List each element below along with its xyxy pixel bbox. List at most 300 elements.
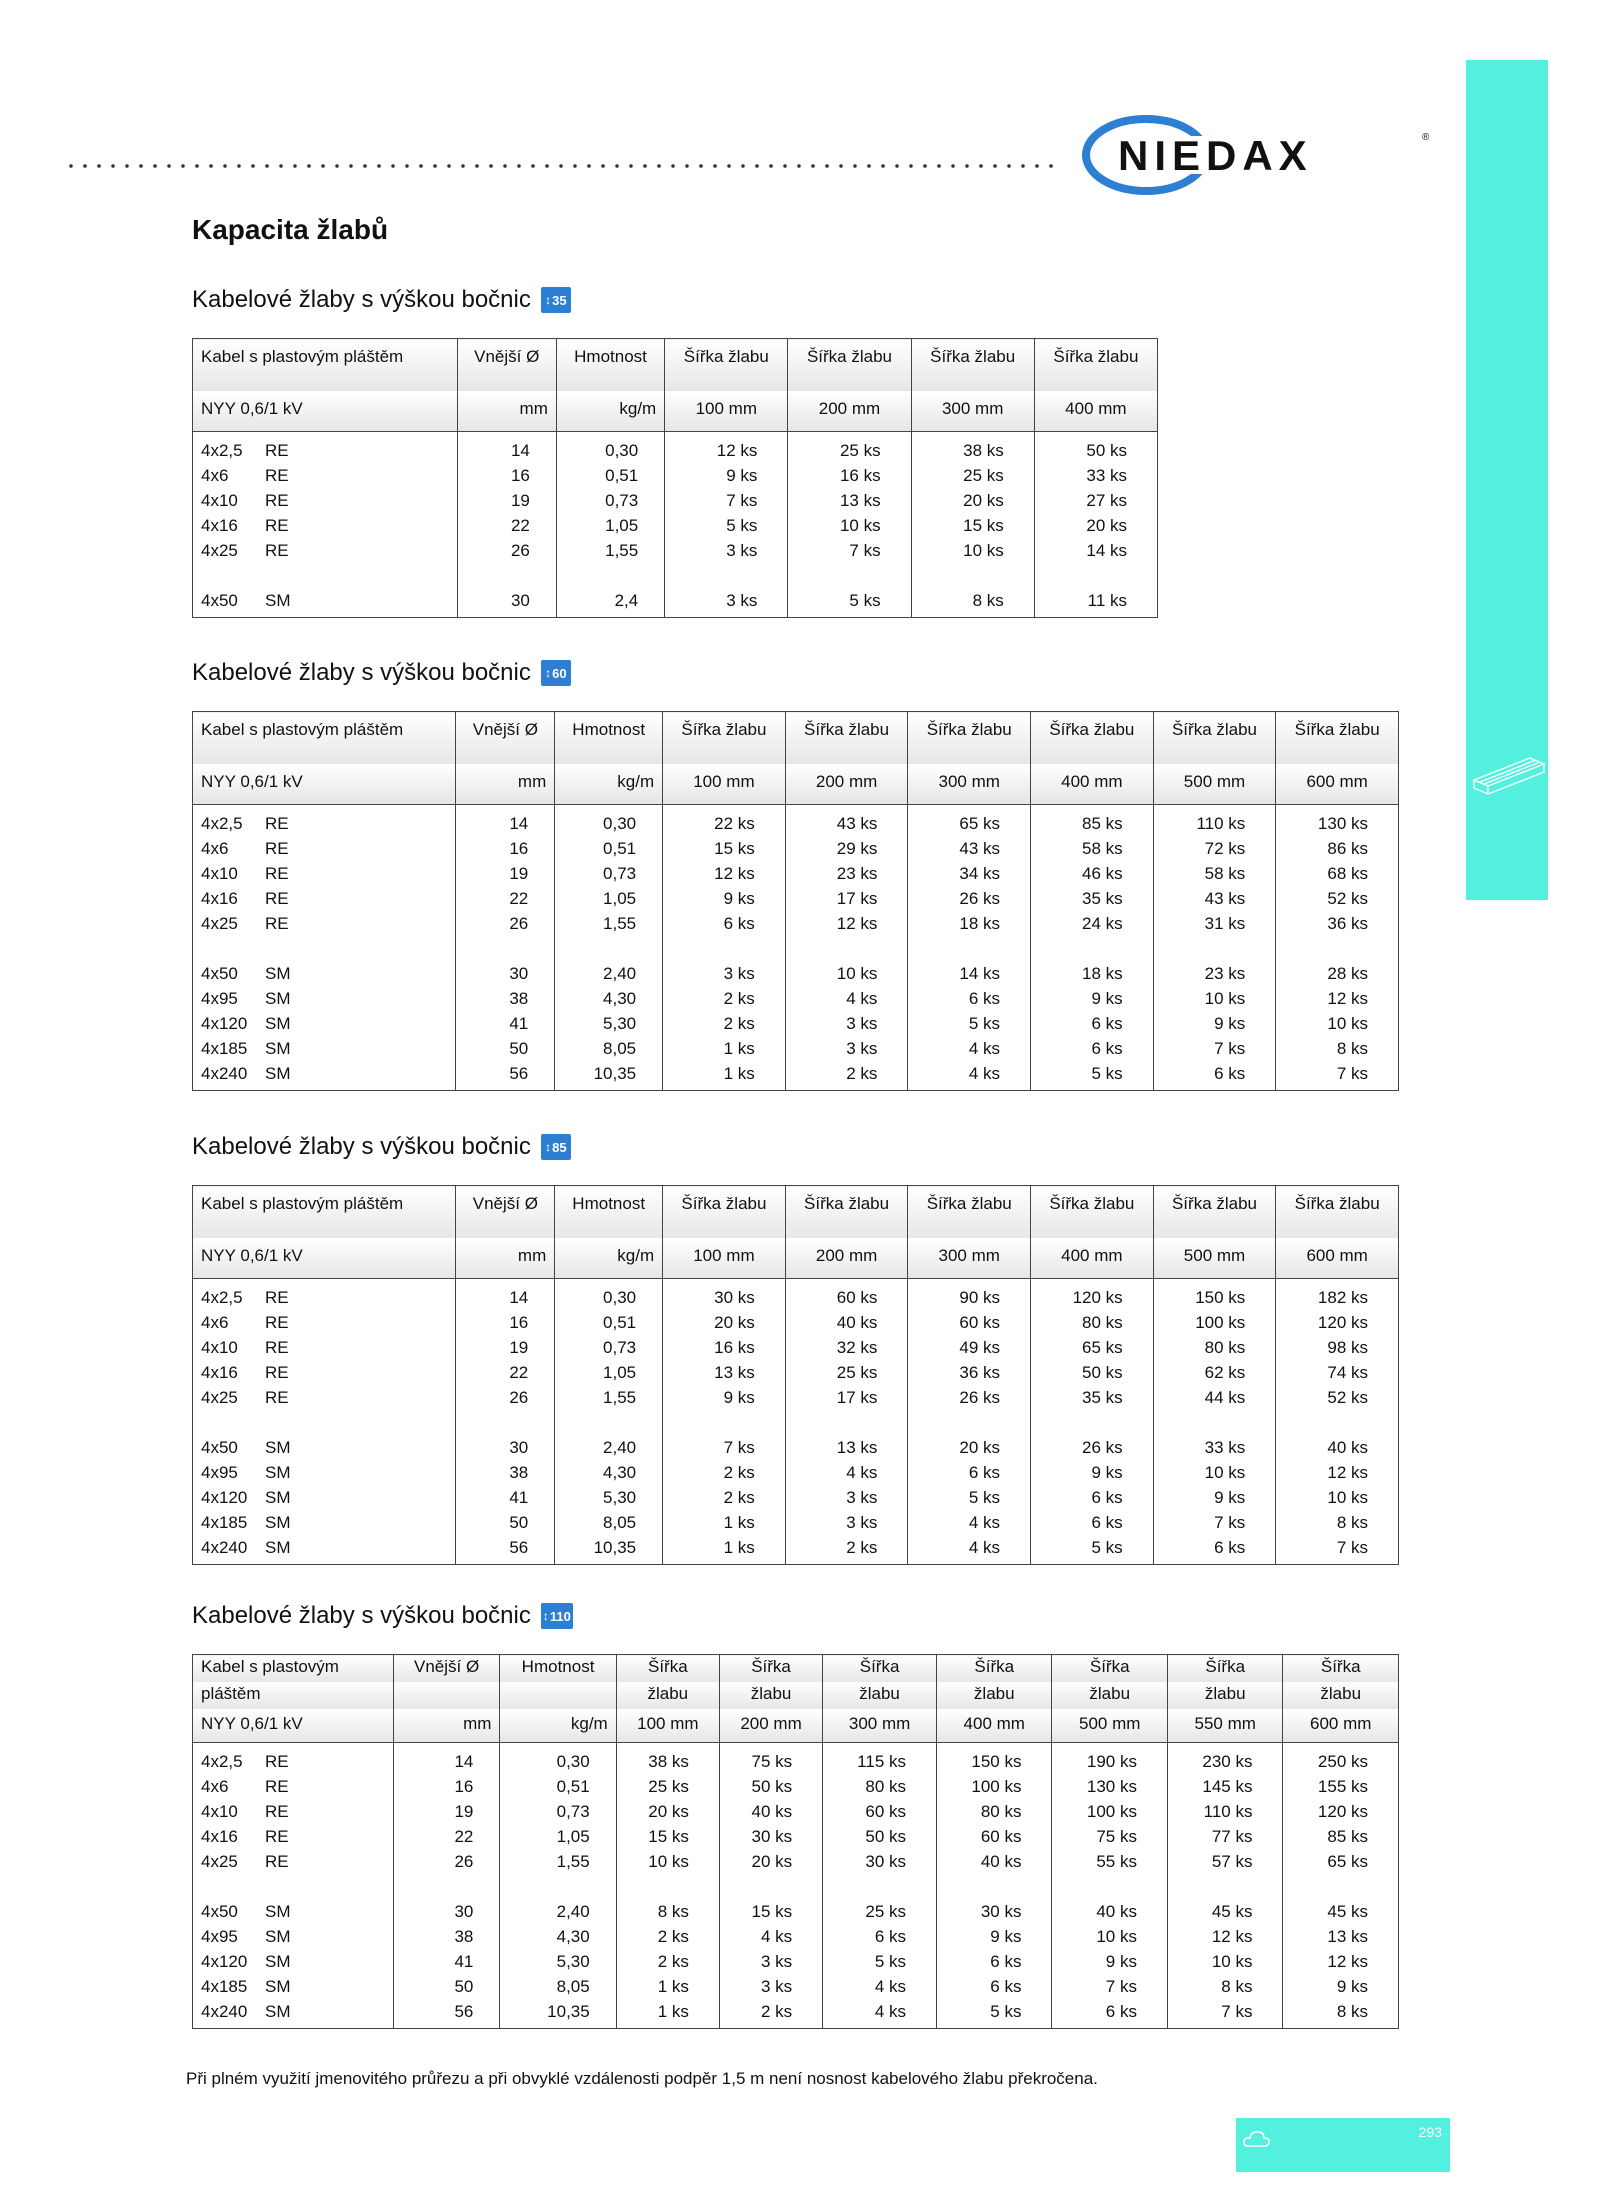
value-cell: 25 ks — [911, 463, 1034, 488]
value-cell: 6 ks — [823, 1924, 937, 1949]
table-row — [193, 836, 1399, 861]
cable-type-cell — [193, 1279, 456, 1311]
cable-size: 4x185 — [201, 1977, 248, 1996]
page-title: Kapacita žlabů — [192, 214, 389, 245]
column-header: Šířka žlabu — [665, 339, 788, 392]
cable-type-cell — [193, 886, 456, 911]
column-header: Šířka — [823, 1655, 937, 1683]
value-cell: 10,35 — [555, 1535, 663, 1565]
value-cell: 1,55 — [500, 1849, 616, 1874]
cloud-icon — [1242, 2126, 1272, 2150]
cable-shape: RE — [265, 516, 289, 535]
column-header: Šířka žlabu — [908, 712, 1031, 765]
cable-size: 4x240 — [201, 2002, 248, 2021]
value-cell: 9 ks — [1153, 1011, 1276, 1036]
value-cell: 16 — [457, 463, 556, 488]
value-cell: 2 ks — [719, 1999, 822, 2029]
column-header: 400 mm — [1031, 764, 1154, 805]
cable-size: 4x95 — [201, 989, 238, 1008]
footnote: Při plném využití jmenovitého průřezu a při obvyklé vzdálenosti podpěr 1,5 m není nosnost kabelového žlabu překročena. — [186, 2069, 1098, 2088]
value-cell: 2 ks — [785, 1535, 908, 1565]
column-header: Hmotnost — [555, 1186, 663, 1239]
cable-shape: RE — [265, 1752, 289, 1771]
value-cell: 38 ks — [911, 432, 1034, 464]
value-cell: 12 ks — [1283, 1949, 1399, 1974]
cable-size: 4x16 — [201, 889, 238, 908]
value-cell: 23 ks — [785, 861, 908, 886]
column-header: kg/m — [555, 1238, 663, 1279]
value-cell: 130 ks — [1276, 805, 1399, 837]
value-cell: 110 ks — [1153, 805, 1276, 837]
value-cell: 4 ks — [823, 1974, 937, 1999]
value-cell: 98 ks — [1276, 1335, 1399, 1360]
column-header: Šířka žlabu — [785, 712, 908, 765]
value-cell: 1,05 — [555, 1360, 663, 1385]
column-header: Vnější Ø — [456, 712, 555, 765]
cable-type-cell — [193, 1485, 456, 1510]
column-header: Šířka — [616, 1655, 719, 1683]
cable-tray-icon — [1470, 740, 1546, 800]
cable-type-cell — [193, 1899, 394, 1924]
cable-type-cell — [193, 432, 458, 464]
column-header: Šířka žlabu — [1153, 1186, 1276, 1239]
height-35-badge-icon: ↕ 35 — [541, 287, 571, 313]
section-title-text: Kabelové žlaby s výškou bočnic — [192, 1133, 531, 1160]
value-cell: 2 ks — [663, 1485, 786, 1510]
cable-size: 4x95 — [201, 1927, 238, 1946]
column-header: pláštěm — [193, 1682, 394, 1709]
table-row — [193, 1535, 1399, 1565]
value-cell: 16 ks — [788, 463, 911, 488]
table-row — [193, 1360, 1399, 1385]
value-cell: 38 ks — [616, 1743, 719, 1775]
column-header: 550 mm — [1167, 1709, 1282, 1743]
value-cell: 10 ks — [1276, 1485, 1399, 1510]
table-row — [193, 1460, 1399, 1485]
value-cell: 8 ks — [1276, 1036, 1399, 1061]
value-cell: 5 ks — [937, 1999, 1052, 2029]
value-cell: 1 ks — [663, 1061, 786, 1091]
column-header: Šířka — [1167, 1655, 1282, 1683]
value-cell: 17 ks — [785, 886, 908, 911]
value-cell: 57 ks — [1167, 1849, 1282, 1874]
value-cell: 6 ks — [1153, 1061, 1276, 1091]
section-title-60 — [192, 659, 571, 687]
value-cell: 13 ks — [1283, 1924, 1399, 1949]
value-cell: 1,55 — [555, 911, 663, 936]
column-header: kg/m — [500, 1709, 616, 1743]
cable-shape: SM — [265, 1513, 291, 1532]
value-cell: 34 ks — [908, 861, 1031, 886]
cable-type-cell — [193, 1011, 456, 1036]
cable-shape: RE — [265, 1363, 289, 1382]
table-row — [193, 1385, 1399, 1410]
capacity-table-60 — [192, 711, 1399, 1091]
cable-size: 4x6 — [201, 1777, 229, 1796]
cable-type-cell — [193, 861, 456, 886]
table-row — [193, 1824, 1399, 1849]
value-cell: 150 ks — [937, 1743, 1052, 1775]
cable-size: 4x120 — [201, 1952, 248, 1971]
column-header: 200 mm — [785, 1238, 908, 1279]
table-row — [193, 1999, 1399, 2029]
value-cell: 90 ks — [908, 1279, 1031, 1311]
value-cell: 60 ks — [908, 1310, 1031, 1335]
value-cell: 9 ks — [1052, 1949, 1167, 1974]
value-cell: 75 ks — [719, 1743, 822, 1775]
cable-type-cell — [193, 1924, 394, 1949]
value-cell: 26 ks — [1031, 1435, 1154, 1460]
cable-type-cell — [193, 1974, 394, 1999]
value-cell: 120 ks — [1276, 1310, 1399, 1335]
table-row — [193, 432, 1158, 464]
cable-shape: SM — [265, 989, 291, 1008]
value-cell: 14 — [456, 1279, 555, 1311]
value-cell: 20 ks — [663, 1310, 786, 1335]
value-cell: 5 ks — [823, 1949, 937, 1974]
cable-type-cell — [193, 1743, 394, 1775]
value-cell: 12 ks — [1167, 1924, 1282, 1949]
value-cell: 4 ks — [908, 1510, 1031, 1535]
cable-shape: RE — [265, 541, 289, 560]
value-cell: 52 ks — [1276, 886, 1399, 911]
value-cell: 1,05 — [555, 886, 663, 911]
column-header: 600 mm — [1283, 1709, 1399, 1743]
value-cell: 19 — [456, 1335, 555, 1360]
value-cell: 26 — [457, 538, 556, 563]
height-110-badge-icon: ↕ 110 — [541, 1603, 573, 1629]
cable-shape: SM — [265, 591, 291, 610]
value-cell: 45 ks — [1283, 1899, 1399, 1924]
table-row — [193, 1510, 1399, 1535]
value-cell: 9 ks — [663, 1385, 786, 1410]
value-cell: 50 — [456, 1036, 555, 1061]
value-cell: 22 — [457, 513, 556, 538]
cable-type-cell — [193, 463, 458, 488]
value-cell: 80 ks — [937, 1799, 1052, 1824]
value-cell: 3 ks — [665, 538, 788, 563]
column-header: 400 mm — [1031, 1238, 1154, 1279]
cable-shape: SM — [265, 1927, 291, 1946]
cable-size: 4x6 — [201, 466, 229, 485]
value-cell: 38 — [456, 1460, 555, 1485]
value-cell: 56 — [456, 1061, 555, 1091]
header-row — [193, 1238, 1399, 1279]
value-cell: 7 ks — [1153, 1036, 1276, 1061]
cable-size: 4x10 — [201, 1338, 238, 1357]
table-row — [193, 1036, 1399, 1061]
table-row — [193, 1435, 1399, 1460]
value-cell: 0,51 — [556, 463, 664, 488]
value-cell: 40 ks — [937, 1849, 1052, 1874]
value-cell: 2,40 — [555, 961, 663, 986]
cable-shape: RE — [265, 1852, 289, 1871]
cable-type-cell — [193, 488, 458, 513]
value-cell: 35 ks — [1031, 1385, 1154, 1410]
column-header: 400 mm — [937, 1709, 1052, 1743]
value-cell: 6 ks — [908, 1460, 1031, 1485]
value-cell: 13 ks — [785, 1435, 908, 1460]
column-header: NYY 0,6/1 kV — [193, 1709, 394, 1743]
value-cell: 50 ks — [719, 1774, 822, 1799]
cable-shape: RE — [265, 1777, 289, 1796]
column-header: mm — [456, 1238, 555, 1279]
column-header: Hmotnost — [556, 339, 664, 392]
cable-type-cell — [193, 1061, 456, 1091]
cable-type-cell — [193, 1510, 456, 1535]
column-header: Šířka žlabu — [1034, 339, 1157, 392]
header-row — [193, 1186, 1399, 1239]
value-cell: 33 ks — [1153, 1435, 1276, 1460]
cable-shape: RE — [265, 1827, 289, 1846]
value-cell: 7 ks — [663, 1435, 786, 1460]
table-row — [193, 1774, 1399, 1799]
value-cell: 50 ks — [1031, 1360, 1154, 1385]
cable-type-cell — [193, 1799, 394, 1824]
column-header: Kabel s plastovým pláštěm — [193, 339, 458, 392]
column-header: Šířka žlabu — [785, 1186, 908, 1239]
header-row — [193, 712, 1399, 765]
value-cell: 38 — [393, 1924, 500, 1949]
niedax-logo — [1080, 112, 1440, 198]
column-header: žlabu — [719, 1682, 822, 1709]
cable-size: 4x50 — [201, 964, 238, 983]
value-cell: 30 — [456, 1435, 555, 1460]
value-cell: 36 ks — [908, 1360, 1031, 1385]
cable-size: 4x16 — [201, 1363, 238, 1382]
value-cell: 30 — [456, 961, 555, 986]
column-header: 200 mm — [719, 1709, 822, 1743]
capacity-table-85 — [192, 1185, 1399, 1565]
column-header: 500 mm — [1052, 1709, 1167, 1743]
value-cell: 4,30 — [500, 1924, 616, 1949]
header-row — [193, 1682, 1399, 1709]
value-cell: 6 ks — [1031, 1011, 1154, 1036]
cable-type-cell — [193, 1999, 394, 2029]
value-cell: 38 — [456, 986, 555, 1011]
value-cell: 22 — [456, 886, 555, 911]
column-header: Šířka žlabu — [663, 1186, 786, 1239]
cable-size: 4x185 — [201, 1039, 248, 1058]
column-header: NYY 0,6/1 kV — [193, 764, 456, 805]
value-cell: 0,51 — [500, 1774, 616, 1799]
cable-shape: RE — [265, 889, 289, 908]
value-cell: 20 ks — [911, 488, 1034, 513]
value-cell: 43 ks — [785, 805, 908, 837]
value-cell: 55 ks — [1052, 1849, 1167, 1874]
section-title-text: Kabelové žlaby s výškou bočnic — [192, 286, 531, 313]
column-header: 300 mm — [823, 1709, 937, 1743]
cable-type-cell — [193, 1849, 394, 1874]
value-cell: 4 ks — [908, 1535, 1031, 1565]
value-cell: 28 ks — [1276, 961, 1399, 986]
table-row — [193, 538, 1158, 563]
table-row — [193, 961, 1399, 986]
value-cell: 26 — [456, 1385, 555, 1410]
value-cell: 20 ks — [719, 1849, 822, 1874]
value-cell: 13 ks — [663, 1360, 786, 1385]
column-header: Kabel s plastovým pláštěm — [193, 1186, 456, 1239]
section-title-text: Kabelové žlaby s výškou bočnic — [192, 659, 531, 686]
cable-shape: RE — [265, 839, 289, 858]
table-row — [193, 986, 1399, 1011]
value-cell: 0,73 — [555, 861, 663, 886]
column-header: 200 mm — [785, 764, 908, 805]
header-row — [193, 391, 1158, 432]
column-header: 100 mm — [616, 1709, 719, 1743]
table-row — [193, 1799, 1399, 1824]
value-cell: 10 ks — [616, 1849, 719, 1874]
cable-shape: SM — [265, 1438, 291, 1457]
cable-shape: RE — [265, 1288, 289, 1307]
column-header: Šířka žlabu — [1276, 712, 1399, 765]
value-cell: 60 ks — [937, 1824, 1052, 1849]
value-cell: 25 ks — [788, 432, 911, 464]
value-cell: 3 ks — [665, 588, 788, 618]
value-cell: 1 ks — [663, 1036, 786, 1061]
value-cell: 25 ks — [616, 1774, 719, 1799]
column-header: 600 mm — [1276, 1238, 1399, 1279]
value-cell: 10 ks — [1167, 1949, 1282, 1974]
value-cell: 9 ks — [937, 1924, 1052, 1949]
value-cell: 9 ks — [1153, 1485, 1276, 1510]
cable-type-cell — [193, 1435, 456, 1460]
column-header: 100 mm — [663, 1238, 786, 1279]
value-cell: 23 ks — [1153, 961, 1276, 986]
page-number-tab — [1236, 2118, 1450, 2172]
value-cell: 10 ks — [911, 538, 1034, 563]
cable-shape: RE — [265, 914, 289, 933]
table-row — [193, 1924, 1399, 1949]
value-cell: 8 ks — [1167, 1974, 1282, 1999]
cable-size: 4x25 — [201, 541, 238, 560]
value-cell: 22 — [456, 1360, 555, 1385]
cable-shape: SM — [265, 964, 291, 983]
value-cell: 36 ks — [1276, 911, 1399, 936]
value-cell: 17 ks — [785, 1385, 908, 1410]
cable-shape: SM — [265, 1014, 291, 1033]
value-cell: 12 ks — [665, 432, 788, 464]
value-cell: 5 ks — [665, 513, 788, 538]
cable-size: 4x2,5 — [201, 814, 243, 833]
value-cell: 14 — [393, 1743, 500, 1775]
cable-shape: SM — [265, 1977, 291, 1996]
value-cell: 18 ks — [1031, 961, 1154, 986]
value-cell: 100 ks — [937, 1774, 1052, 1799]
value-cell: 4,30 — [555, 986, 663, 1011]
svg-text:®: ® — [1422, 132, 1430, 143]
value-cell: 60 ks — [823, 1799, 937, 1824]
value-cell: 10 ks — [1153, 986, 1276, 1011]
value-cell: 26 — [456, 911, 555, 936]
value-cell: 7 ks — [1276, 1061, 1399, 1091]
value-cell: 43 ks — [1153, 886, 1276, 911]
value-cell: 62 ks — [1153, 1360, 1276, 1385]
value-cell: 4 ks — [908, 1061, 1031, 1091]
value-cell: 15 ks — [616, 1824, 719, 1849]
cable-size: 4x185 — [201, 1513, 248, 1532]
cable-size: 4x2,5 — [201, 1752, 243, 1771]
cable-shape: RE — [265, 441, 289, 460]
cable-size: 4x16 — [201, 516, 238, 535]
column-header: Šířka žlabu — [1153, 712, 1276, 765]
value-cell: 12 ks — [785, 911, 908, 936]
column-header: žlabu — [937, 1682, 1052, 1709]
side-color-tab-corner — [1466, 838, 1548, 900]
value-cell: 33 ks — [1034, 463, 1157, 488]
cable-size: 4x6 — [201, 1313, 229, 1332]
value-cell: 6 ks — [937, 1974, 1052, 1999]
column-header: žlabu — [616, 1682, 719, 1709]
table-row — [193, 513, 1158, 538]
value-cell: 25 ks — [785, 1360, 908, 1385]
value-cell: 115 ks — [823, 1743, 937, 1775]
column-header: mm — [393, 1709, 500, 1743]
value-cell: 14 — [456, 805, 555, 837]
header-dotted-rule — [64, 163, 1054, 169]
value-cell: 41 — [456, 1485, 555, 1510]
cable-type-cell — [193, 513, 458, 538]
cable-type-cell — [193, 911, 456, 936]
value-cell: 6 ks — [937, 1949, 1052, 1974]
column-header: žlabu — [1167, 1682, 1282, 1709]
value-cell: 58 ks — [1031, 836, 1154, 861]
value-cell: 30 ks — [663, 1279, 786, 1311]
value-cell: 1,55 — [556, 538, 664, 563]
table-row — [193, 1899, 1399, 1924]
value-cell: 7 ks — [788, 538, 911, 563]
value-cell: 41 — [393, 1949, 500, 1974]
value-cell: 3 ks — [785, 1011, 908, 1036]
value-cell: 8 ks — [616, 1899, 719, 1924]
column-header: Hmotnost — [555, 712, 663, 765]
value-cell: 0,73 — [555, 1335, 663, 1360]
value-cell: 230 ks — [1167, 1743, 1282, 1775]
value-cell: 2 ks — [785, 1061, 908, 1091]
table-row — [193, 861, 1399, 886]
column-header: Šířka — [1283, 1655, 1399, 1683]
value-cell: 3 ks — [719, 1949, 822, 1974]
value-cell: 4 ks — [719, 1924, 822, 1949]
value-cell: 26 ks — [908, 1385, 1031, 1410]
table-row — [193, 1061, 1399, 1091]
value-cell: 13 ks — [788, 488, 911, 513]
table-row — [193, 805, 1399, 837]
column-header — [500, 1682, 616, 1709]
value-cell: 10 ks — [1153, 1460, 1276, 1485]
value-cell: 100 ks — [1153, 1310, 1276, 1335]
value-cell: 16 — [456, 836, 555, 861]
value-cell: 6 ks — [1031, 1036, 1154, 1061]
cable-shape: RE — [265, 491, 289, 510]
value-cell: 30 ks — [937, 1899, 1052, 1924]
cable-size: 4x240 — [201, 1538, 248, 1557]
column-header: 300 mm — [911, 391, 1034, 432]
cable-shape: SM — [265, 1952, 291, 1971]
value-cell: 40 ks — [1052, 1899, 1167, 1924]
cable-shape: SM — [265, 2002, 291, 2021]
value-cell: 120 ks — [1283, 1799, 1399, 1824]
cable-type-cell — [193, 1949, 394, 1974]
value-cell: 7 ks — [665, 488, 788, 513]
column-header: 600 mm — [1276, 764, 1399, 805]
value-cell: 2 ks — [616, 1924, 719, 1949]
value-cell: 31 ks — [1153, 911, 1276, 936]
cable-size: 4x25 — [201, 914, 238, 933]
value-cell: 77 ks — [1167, 1824, 1282, 1849]
column-header: žlabu — [823, 1682, 937, 1709]
cable-type-cell — [193, 588, 458, 618]
